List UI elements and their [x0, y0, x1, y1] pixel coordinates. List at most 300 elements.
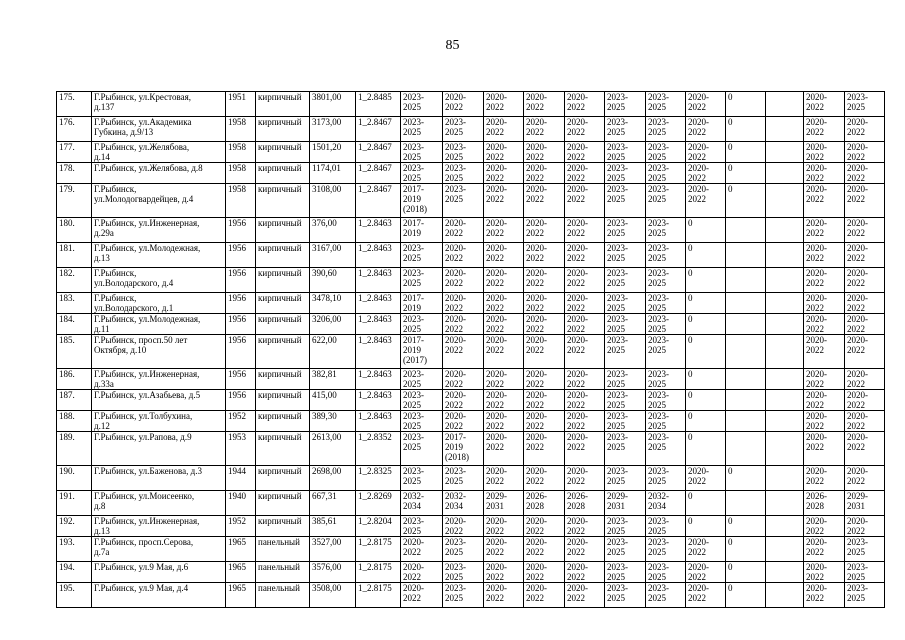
wall-material-cell: кирпичный: [256, 466, 310, 491]
row-number-cell: 185.: [57, 335, 92, 369]
repair-period-cell: 2023- 2025: [401, 432, 443, 466]
construction-year-cell: 1956: [226, 390, 256, 411]
repair-period-cell: 0: [726, 184, 766, 218]
repair-period-cell: 2020- 2022: [565, 184, 605, 218]
repair-period-cell: 2020- 2022: [845, 466, 885, 491]
repair-period-cell: 2020- 2022: [565, 293, 605, 314]
repair-period-cell: 2020- 2022: [484, 184, 524, 218]
construction-year-cell: 1965: [226, 562, 256, 583]
total-area-cell: 3576,00: [310, 562, 356, 583]
total-area-cell: 1174,01: [310, 163, 356, 184]
repair-period-cell: 2032- 2034: [401, 491, 443, 516]
repair-period-cell: 2023- 2025: [646, 243, 686, 268]
housing-repair-schedule-table: [56, 91, 885, 608]
repair-period-cell: 2020- 2022: [484, 117, 524, 142]
building-code-cell: 1_2.8463: [356, 335, 401, 369]
address-cell: Г.Рыбинск, ул.Молодогвардейцев, д.4: [92, 184, 226, 218]
repair-period-cell: 2026- 2028: [565, 491, 605, 516]
wall-material-cell: панельный: [256, 583, 310, 608]
repair-period-cell: 0: [686, 335, 726, 369]
repair-period-cell: 2020- 2022: [565, 314, 605, 335]
repair-period-cell: 2020- 2022: [686, 117, 726, 142]
repair-period-cell: 2020- 2022: [804, 537, 845, 562]
repair-period-cell: 2020- 2022: [804, 163, 845, 184]
repair-period-cell: 2020- 2022: [443, 293, 484, 314]
repair-period-cell: 2023- 2025: [646, 562, 686, 583]
repair-period-cell: 0: [686, 369, 726, 390]
repair-period-cell: [766, 369, 804, 390]
repair-period-cell: 2020- 2022: [845, 390, 885, 411]
repair-period-cell: 2020- 2022: [484, 432, 524, 466]
construction-year-cell: 1958: [226, 163, 256, 184]
repair-period-cell: 2020- 2022: [686, 163, 726, 184]
table-row: [57, 369, 885, 390]
table-row: [57, 117, 885, 142]
repair-period-cell: 2020- 2022: [484, 92, 524, 117]
row-number-cell: 194.: [57, 562, 92, 583]
repair-period-cell: [726, 293, 766, 314]
repair-period-cell: 2023- 2025: [605, 293, 646, 314]
row-number-cell: 188.: [57, 411, 92, 432]
repair-period-cell: 2020- 2022: [565, 466, 605, 491]
repair-period-cell: 2020- 2022: [484, 268, 524, 293]
repair-period-cell: 2020- 2022: [845, 268, 885, 293]
total-area-cell: 376,00: [310, 218, 356, 243]
repair-period-cell: 2020- 2022: [484, 142, 524, 163]
repair-period-cell: 2020- 2022: [524, 583, 565, 608]
repair-period-cell: 2023- 2025: [646, 314, 686, 335]
repair-period-cell: 2023- 2025: [605, 369, 646, 390]
row-number-cell: 192.: [57, 516, 92, 537]
repair-period-cell: 2020- 2022: [484, 466, 524, 491]
address-cell: Г.Рыбинск, ул.Баженова, д.3: [92, 466, 226, 491]
address-cell: Г.Рыбинск, ул.Инженерная, д.33а: [92, 369, 226, 390]
repair-period-cell: 2020- 2022: [484, 562, 524, 583]
address-cell: Г.Рыбинск, ул.Молодежная, д.11: [92, 314, 226, 335]
repair-period-cell: 2020- 2022: [565, 142, 605, 163]
wall-material-cell: кирпичный: [256, 117, 310, 142]
repair-period-cell: 2020- 2022: [443, 335, 484, 369]
repair-period-cell: 2023- 2025: [646, 390, 686, 411]
repair-period-cell: [766, 268, 804, 293]
construction-year-cell: 1958: [226, 184, 256, 218]
repair-period-cell: 2020- 2022: [524, 268, 565, 293]
repair-period-cell: 2020- 2022: [804, 411, 845, 432]
repair-period-cell: 2023- 2025: [605, 218, 646, 243]
table-row: [57, 243, 885, 268]
address-cell: Г.Рыбинск, ул.9 Мая, д.4: [92, 583, 226, 608]
repair-period-cell: [726, 432, 766, 466]
building-code-cell: 1_2.8463: [356, 243, 401, 268]
total-area-cell: 3173,00: [310, 117, 356, 142]
wall-material-cell: кирпичный: [256, 491, 310, 516]
repair-period-cell: 2020- 2022: [524, 117, 565, 142]
repair-period-cell: 2017- 2019 (2018): [401, 184, 443, 218]
building-code-cell: 1_2.8467: [356, 163, 401, 184]
table-row: [57, 516, 885, 537]
construction-year-cell: 1958: [226, 142, 256, 163]
repair-period-cell: 2020- 2022: [443, 516, 484, 537]
repair-period-cell: 2020- 2022: [524, 218, 565, 243]
repair-period-cell: [726, 268, 766, 293]
repair-period-cell: 2020- 2022: [845, 314, 885, 335]
wall-material-cell: кирпичный: [256, 335, 310, 369]
table-row: [57, 466, 885, 491]
repair-period-cell: 2023- 2025: [845, 562, 885, 583]
construction-year-cell: 1958: [226, 117, 256, 142]
wall-material-cell: кирпичный: [256, 92, 310, 117]
repair-period-cell: 0: [726, 163, 766, 184]
building-code-cell: 1_2.8467: [356, 184, 401, 218]
address-cell: Г.Рыбинск, просп.Серова, д.7а: [92, 537, 226, 562]
wall-material-cell: кирпичный: [256, 432, 310, 466]
repair-period-cell: 2023- 2025: [401, 314, 443, 335]
repair-period-cell: 2020- 2022: [565, 218, 605, 243]
repair-period-cell: 2020- 2022: [443, 390, 484, 411]
repair-period-cell: 2020- 2022: [845, 293, 885, 314]
repair-period-cell: 2032- 2034: [443, 491, 484, 516]
repair-period-cell: 2020- 2022: [565, 516, 605, 537]
repair-period-cell: 2020- 2022: [524, 314, 565, 335]
repair-period-cell: 2020- 2022: [845, 184, 885, 218]
table-row: [57, 562, 885, 583]
repair-period-cell: [726, 335, 766, 369]
repair-period-cell: 0: [686, 314, 726, 335]
repair-period-cell: 2020- 2022: [484, 293, 524, 314]
repair-period-cell: [766, 432, 804, 466]
repair-period-cell: 2023- 2025: [646, 411, 686, 432]
repair-period-cell: 2020- 2022: [804, 432, 845, 466]
repair-period-cell: 2020- 2022: [524, 411, 565, 432]
repair-period-cell: 2023- 2025: [401, 466, 443, 491]
repair-period-cell: 0: [726, 562, 766, 583]
building-code-cell: 1_2.8175: [356, 583, 401, 608]
total-area-cell: 415,00: [310, 390, 356, 411]
table-row: [57, 268, 885, 293]
repair-period-cell: 2020- 2022: [686, 537, 726, 562]
repair-period-cell: 2020- 2022: [804, 369, 845, 390]
repair-period-cell: [766, 537, 804, 562]
repair-period-cell: 2020- 2022: [565, 562, 605, 583]
construction-year-cell: 1956: [226, 293, 256, 314]
repair-period-cell: 2023- 2025: [605, 537, 646, 562]
building-code-cell: 1_2.8463: [356, 411, 401, 432]
repair-period-cell: 2023- 2025: [646, 369, 686, 390]
repair-period-cell: 2020- 2022: [845, 163, 885, 184]
repair-period-cell: 2023- 2025: [845, 583, 885, 608]
repair-period-cell: 2020- 2022: [686, 466, 726, 491]
address-cell: Г.Рыбинск, ул.Желябова, д.14: [92, 142, 226, 163]
row-number-cell: 186.: [57, 369, 92, 390]
repair-period-cell: 2020- 2022: [484, 335, 524, 369]
table-row: [57, 293, 885, 314]
repair-period-cell: 2020- 2022: [804, 583, 845, 608]
table-row: [57, 583, 885, 608]
repair-period-cell: 0: [726, 537, 766, 562]
repair-period-cell: 2020- 2022: [845, 369, 885, 390]
repair-period-cell: 2023- 2025: [443, 537, 484, 562]
repair-period-cell: 0: [686, 390, 726, 411]
building-code-cell: 1_2.8463: [356, 369, 401, 390]
row-number-cell: 183.: [57, 293, 92, 314]
table-row: [57, 432, 885, 466]
row-number-cell: 177.: [57, 142, 92, 163]
repair-period-cell: 2020- 2022: [484, 163, 524, 184]
total-area-cell: 3167,00: [310, 243, 356, 268]
repair-period-cell: 2020- 2022: [524, 516, 565, 537]
repair-period-cell: 2023- 2025: [443, 466, 484, 491]
building-code-cell: 1_2.8467: [356, 142, 401, 163]
repair-period-cell: 0: [726, 466, 766, 491]
building-code-cell: 1_2.8463: [356, 390, 401, 411]
repair-period-cell: 2023- 2025: [401, 516, 443, 537]
total-area-cell: 667,31: [310, 491, 356, 516]
address-cell: Г.Рыбинск, ул.9 Мая, д.6: [92, 562, 226, 583]
total-area-cell: 3478,10: [310, 293, 356, 314]
page-number: 85: [445, 38, 460, 53]
table-row: [57, 537, 885, 562]
repair-period-cell: 2023- 2025: [646, 293, 686, 314]
table-row: [57, 314, 885, 335]
construction-year-cell: 1956: [226, 243, 256, 268]
total-area-cell: 382,81: [310, 369, 356, 390]
repair-period-cell: 2023- 2025: [605, 411, 646, 432]
total-area-cell: 389,30: [310, 411, 356, 432]
repair-period-cell: 2020- 2022: [804, 314, 845, 335]
repair-period-cell: 2020- 2022: [484, 314, 524, 335]
repair-period-cell: [726, 369, 766, 390]
repair-period-cell: 2023- 2025: [605, 466, 646, 491]
repair-period-cell: 2020- 2022: [845, 432, 885, 466]
repair-period-cell: [766, 218, 804, 243]
repair-period-cell: 0: [726, 92, 766, 117]
total-area-cell: 3108,00: [310, 184, 356, 218]
repair-period-cell: 2023- 2025: [401, 268, 443, 293]
address-cell: Г.Рыбинск, ул.Азабьева, д.5: [92, 390, 226, 411]
table-row: [57, 218, 885, 243]
construction-year-cell: 1956: [226, 268, 256, 293]
repair-period-cell: 2032- 2034: [646, 491, 686, 516]
repair-period-cell: 2020- 2022: [484, 537, 524, 562]
construction-year-cell: 1956: [226, 369, 256, 390]
building-code-cell: 1_2.8204: [356, 516, 401, 537]
repair-period-cell: 2020- 2022: [565, 335, 605, 369]
construction-year-cell: 1952: [226, 516, 256, 537]
table-row: [57, 335, 885, 369]
total-area-cell: 3801,00: [310, 92, 356, 117]
repair-period-cell: 2023- 2025: [401, 92, 443, 117]
repair-period-cell: 2020- 2022: [443, 411, 484, 432]
table-row: [57, 184, 885, 218]
repair-period-cell: 2023- 2025: [845, 92, 885, 117]
repair-period-cell: 0: [686, 516, 726, 537]
repair-period-cell: 2023- 2025: [401, 411, 443, 432]
repair-period-cell: [766, 390, 804, 411]
repair-period-cell: 2020- 2022: [484, 243, 524, 268]
table-row: [57, 163, 885, 184]
repair-period-cell: 2023- 2025: [845, 537, 885, 562]
repair-period-cell: 2023- 2025: [646, 117, 686, 142]
repair-period-cell: 2020- 2022: [845, 243, 885, 268]
repair-period-cell: 2020- 2022: [804, 142, 845, 163]
row-number-cell: 184.: [57, 314, 92, 335]
wall-material-cell: кирпичный: [256, 184, 310, 218]
repair-period-cell: 2023- 2025: [646, 92, 686, 117]
repair-period-cell: 2023- 2025: [401, 142, 443, 163]
building-code-cell: 1_2.8269: [356, 491, 401, 516]
repair-period-cell: 2026- 2028: [524, 491, 565, 516]
repair-period-cell: 2020- 2022: [401, 537, 443, 562]
repair-period-cell: 2023- 2025: [605, 117, 646, 142]
total-area-cell: 2698,00: [310, 466, 356, 491]
address-cell: Г.Рыбинск, ул.Володарского, д.1: [92, 293, 226, 314]
repair-period-cell: [766, 184, 804, 218]
building-code-cell: 1_2.8463: [356, 293, 401, 314]
total-area-cell: 622,00: [310, 335, 356, 369]
repair-period-cell: 2020- 2022: [443, 369, 484, 390]
repair-period-cell: [766, 562, 804, 583]
address-cell: Г.Рыбинск, ул.Крестовая, д.137: [92, 92, 226, 117]
building-code-cell: 1_2.8485: [356, 92, 401, 117]
row-number-cell: 195.: [57, 583, 92, 608]
repair-period-cell: 2020- 2022: [524, 184, 565, 218]
repair-period-cell: 2020- 2022: [565, 537, 605, 562]
repair-period-cell: 2023- 2025: [443, 184, 484, 218]
row-number-cell: 189.: [57, 432, 92, 466]
repair-period-cell: [766, 516, 804, 537]
repair-period-cell: 2020- 2022: [524, 142, 565, 163]
repair-period-cell: 2023- 2025: [401, 117, 443, 142]
repair-period-cell: 2023- 2025: [646, 163, 686, 184]
repair-period-cell: 2023- 2025: [605, 432, 646, 466]
building-code-cell: 1_2.8175: [356, 537, 401, 562]
repair-period-cell: 2023- 2025: [646, 142, 686, 163]
total-area-cell: 1501,20: [310, 142, 356, 163]
address-cell: Г.Рыбинск, ул.Инженерная, д.13: [92, 516, 226, 537]
building-code-cell: 1_2.8463: [356, 268, 401, 293]
repair-period-cell: [766, 163, 804, 184]
repair-period-cell: 2020- 2022: [484, 583, 524, 608]
repair-period-cell: 2023- 2025: [605, 516, 646, 537]
repair-period-cell: 2020- 2022: [686, 142, 726, 163]
repair-period-cell: 2020- 2022: [401, 583, 443, 608]
repair-period-cell: 2020- 2022: [443, 243, 484, 268]
wall-material-cell: кирпичный: [256, 163, 310, 184]
row-number-cell: 182.: [57, 268, 92, 293]
wall-material-cell: панельный: [256, 537, 310, 562]
repair-period-cell: 2017- 2019: [401, 218, 443, 243]
construction-year-cell: 1956: [226, 335, 256, 369]
address-cell: Г.Рыбинск, ул.Толбухина, д.12: [92, 411, 226, 432]
repair-period-cell: 2020- 2022: [524, 369, 565, 390]
repair-period-cell: 2023- 2025: [605, 390, 646, 411]
repair-period-cell: [766, 335, 804, 369]
row-number-cell: 191.: [57, 491, 92, 516]
repair-period-cell: 2023- 2025: [443, 583, 484, 608]
repair-period-cell: 2023- 2025: [646, 184, 686, 218]
repair-period-cell: 2020- 2022: [565, 432, 605, 466]
wall-material-cell: панельный: [256, 562, 310, 583]
repair-period-cell: [766, 243, 804, 268]
construction-year-cell: 1965: [226, 583, 256, 608]
repair-period-cell: 2020- 2022: [524, 163, 565, 184]
repair-period-cell: 2020- 2022: [565, 117, 605, 142]
repair-period-cell: 2020- 2022: [804, 516, 845, 537]
repair-period-cell: 2023- 2025: [646, 268, 686, 293]
wall-material-cell: кирпичный: [256, 390, 310, 411]
repair-period-cell: 2020- 2022: [804, 293, 845, 314]
repair-period-cell: 2023- 2025: [401, 163, 443, 184]
repair-period-cell: 2020- 2022: [845, 335, 885, 369]
repair-period-cell: 0: [726, 583, 766, 608]
address-cell: Г.Рыбинск, ул.Володарского, д.4: [92, 268, 226, 293]
building-code-cell: 1_2.8463: [356, 218, 401, 243]
building-code-cell: 1_2.8463: [356, 314, 401, 335]
row-number-cell: 175.: [57, 92, 92, 117]
row-number-cell: 190.: [57, 466, 92, 491]
repair-period-cell: 2023- 2025: [646, 516, 686, 537]
repair-period-cell: 2020- 2022: [565, 411, 605, 432]
repair-period-cell: 2023- 2025: [443, 163, 484, 184]
repair-period-cell: 2017- 2019: [401, 293, 443, 314]
repair-period-cell: 2020- 2022: [804, 268, 845, 293]
repair-period-cell: 2017- 2019 (2018): [443, 432, 484, 466]
repair-period-cell: 2020- 2022: [484, 390, 524, 411]
repair-period-cell: 0: [726, 142, 766, 163]
repair-period-cell: 2020- 2022: [443, 314, 484, 335]
repair-period-cell: [726, 243, 766, 268]
repair-period-cell: 2023- 2025: [646, 537, 686, 562]
table-row: [57, 390, 885, 411]
repair-period-cell: 2026- 2028: [804, 491, 845, 516]
wall-material-cell: кирпичный: [256, 516, 310, 537]
total-area-cell: 390,60: [310, 268, 356, 293]
table-row: [57, 491, 885, 516]
repair-period-cell: 2020- 2022: [524, 335, 565, 369]
repair-period-cell: 2023- 2025: [605, 142, 646, 163]
repair-period-cell: 2023- 2025: [605, 583, 646, 608]
repair-period-cell: 2020- 2022: [524, 562, 565, 583]
repair-period-cell: 2020- 2022: [565, 369, 605, 390]
wall-material-cell: кирпичный: [256, 293, 310, 314]
construction-year-cell: 1951: [226, 92, 256, 117]
repair-period-cell: 2020- 2022: [804, 92, 845, 117]
table-row: [57, 92, 885, 117]
repair-period-cell: 0: [726, 516, 766, 537]
building-code-cell: 1_2.8175: [356, 562, 401, 583]
repair-period-cell: 2020- 2022: [804, 218, 845, 243]
address-cell: Г.Рыбинск, просп.50 лет Октября, д.10: [92, 335, 226, 369]
repair-period-cell: 2020- 2022: [804, 243, 845, 268]
building-code-cell: 1_2.8352: [356, 432, 401, 466]
repair-period-cell: 2029- 2031: [605, 491, 646, 516]
repair-period-cell: 2020- 2022: [524, 432, 565, 466]
repair-period-cell: 2023- 2025: [605, 268, 646, 293]
repair-period-cell: 2023- 2025: [605, 184, 646, 218]
repair-period-cell: 2023- 2025: [443, 142, 484, 163]
repair-period-cell: 2020- 2022: [524, 390, 565, 411]
repair-period-cell: [726, 491, 766, 516]
repair-period-cell: 2020- 2022: [804, 390, 845, 411]
total-area-cell: 3508,00: [310, 583, 356, 608]
repair-period-cell: 2023- 2025: [646, 466, 686, 491]
repair-period-cell: 2023- 2025: [605, 314, 646, 335]
address-cell: Г.Рыбинск, ул.Молодежная, д.13: [92, 243, 226, 268]
repair-period-cell: 2020- 2022: [443, 92, 484, 117]
repair-period-cell: 2020- 2022: [845, 218, 885, 243]
repair-period-cell: 2020- 2022: [565, 243, 605, 268]
construction-year-cell: 1953: [226, 432, 256, 466]
